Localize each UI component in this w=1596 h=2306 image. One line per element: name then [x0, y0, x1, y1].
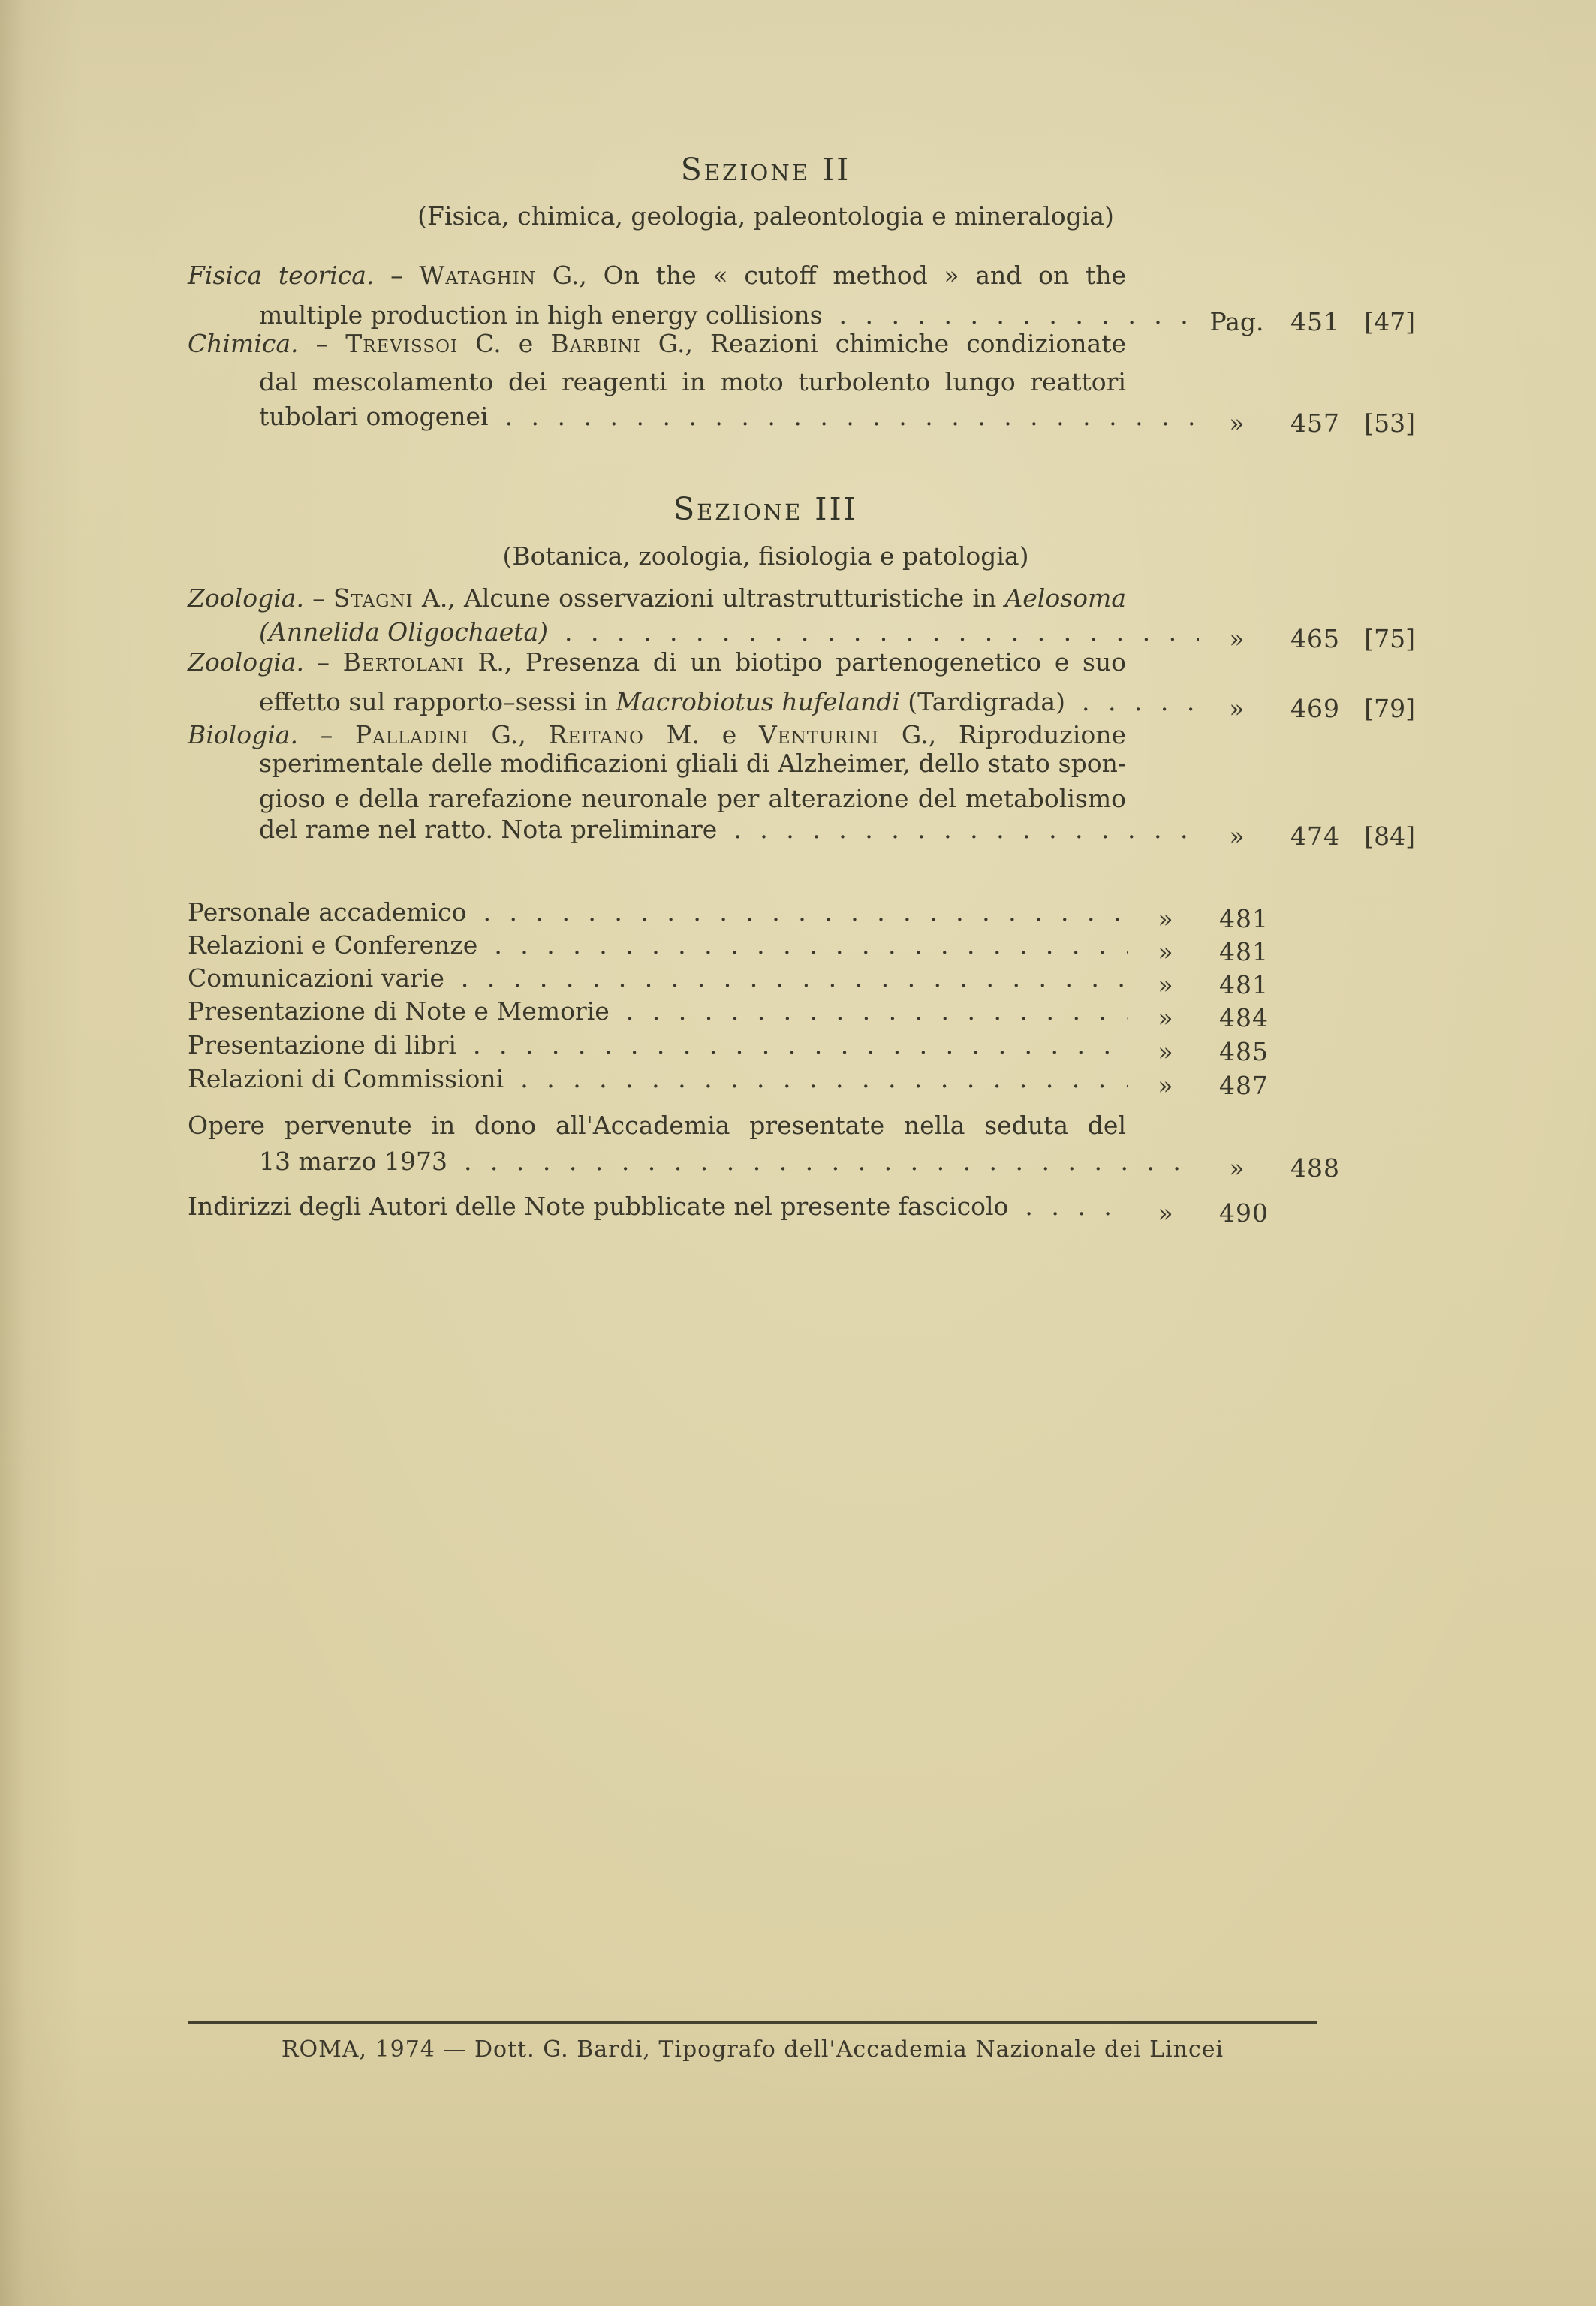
toc-line — [188, 399, 1415, 438]
ref-page: 481 — [1219, 937, 1269, 966]
text-segment: R., Presenza di un biotipo partenogenetico e suo — [464, 647, 1126, 677]
text-segment: Zoologia. — [188, 647, 304, 677]
dot-leader — [520, 1062, 1128, 1096]
text-segment: – — [374, 261, 420, 290]
toc-line-text — [259, 1144, 447, 1179]
text-segment: Wataghin — [419, 261, 537, 290]
section-subtitle-2: (Fisica, chimica, geologia, paleontologia e mineralogia) — [417, 201, 1114, 231]
text-segment: Indirizzi degli Autori delle Note pubblicate nel presente fascicolo — [188, 1192, 1009, 1221]
text-segment: Zoologia. — [188, 583, 304, 613]
table-of-contents — [188, 0, 1415, 2306]
list-item-label: Relazioni e Conferenze — [188, 930, 478, 960]
text-segment: tubolari omogenei — [259, 402, 489, 431]
ref-prefix: » — [1158, 1037, 1173, 1066]
text-segment: Aelosoma — [1004, 583, 1126, 613]
toc-line — [188, 1108, 1126, 1143]
section-subtitle-3: (Botanica, zoologia, fisiologia e patologia) — [502, 541, 1029, 571]
ref-prefix: » — [1158, 1071, 1173, 1100]
toc-line — [188, 685, 1415, 723]
text-segment: – — [303, 583, 333, 613]
text-segment: G., Riproduzione — [879, 720, 1127, 749]
ref-page: 490 — [1219, 1198, 1269, 1228]
text-segment: multiple production in high energy collisions — [259, 300, 823, 330]
ref-page: 451 — [1290, 307, 1340, 336]
ref-bracket: [79] — [1364, 694, 1415, 723]
ref-prefix: Pag. — [1209, 307, 1264, 336]
toc-line — [188, 746, 1126, 781]
text-segment: Venturini — [759, 720, 880, 749]
dot-leader — [483, 895, 1128, 930]
ref-bracket: [75] — [1364, 624, 1415, 653]
toc-line-text — [188, 1189, 1008, 1224]
text-segment: Barbini — [550, 329, 641, 358]
ref-page: 481 — [1219, 970, 1269, 999]
ref-page: 487 — [1219, 1071, 1269, 1100]
page-ref — [1134, 1196, 1344, 1231]
text-segment: G., — [468, 720, 549, 749]
ref-page: 488 — [1290, 1153, 1340, 1183]
text-segment: M. e — [643, 720, 760, 749]
text-segment: gioso e della rarefazione neuronale per alterazione del metabolismo — [259, 784, 1126, 813]
page-ref — [1205, 622, 1415, 656]
text-segment: Macrobiotus hufelandi — [616, 687, 900, 716]
page-ref — [1205, 819, 1415, 854]
dot-leader — [1025, 1189, 1128, 1224]
page-ref — [1205, 1151, 1415, 1186]
page-ref — [1205, 305, 1415, 339]
list-item — [188, 928, 1344, 966]
ref-prefix: » — [1158, 970, 1173, 999]
ref-bracket: [53] — [1364, 408, 1415, 438]
dot-leader — [464, 1144, 1199, 1179]
list-item-label: Comunicazioni varie — [188, 963, 444, 993]
dot-leader — [505, 399, 1199, 434]
page-ref — [1205, 692, 1415, 726]
text-segment: Fisica teorica. — [188, 261, 375, 290]
text-segment: – — [298, 329, 346, 358]
dot-leader — [494, 928, 1128, 963]
page-ref — [1205, 406, 1415, 441]
text-segment: effetto sul rapporto–sessi in — [259, 687, 616, 716]
toc-line — [188, 782, 1126, 816]
text-segment: del rame nel ratto. Nota preliminare — [259, 815, 718, 844]
text-segment: – — [303, 647, 343, 677]
ref-prefix: » — [1158, 1003, 1173, 1032]
dot-leader — [1082, 685, 1199, 719]
ref-prefix: » — [1229, 624, 1245, 653]
text-segment: Palladini — [355, 720, 469, 749]
toc-line — [188, 1144, 1415, 1183]
text-segment: G., Reazioni chimiche condizionate — [640, 329, 1127, 358]
text-segment: 13 marzo 1973 — [259, 1147, 447, 1176]
toc-line — [188, 365, 1126, 399]
section-heading-2: Sezione II — [680, 152, 851, 188]
text-segment: Trevissoi — [345, 329, 459, 358]
footer-rule — [188, 2021, 1317, 2024]
ref-bracket: [47] — [1364, 307, 1415, 336]
toc-line-text — [259, 685, 1065, 719]
list-item — [188, 1062, 1344, 1100]
dot-leader — [473, 1028, 1128, 1063]
list-item-label: Presentazione di libri — [188, 1030, 456, 1060]
list-item-label: Relazioni di Commissioni — [188, 1064, 504, 1093]
toc-line — [188, 327, 1126, 361]
text-segment: sperimentale delle modificazioni gliali di Alzheimer, dello stato spon- — [259, 749, 1126, 778]
ref-prefix: » — [1229, 821, 1245, 851]
text-segment: (Tardigrada) — [899, 687, 1065, 716]
page-ref — [1134, 1069, 1344, 1103]
list-item — [188, 1028, 1344, 1066]
ref-page: 481 — [1219, 904, 1269, 933]
imprint: ROMA, 1974 — Dott. G. Bardi, Tipografo dell'Accademia Nazionale dei Lincei — [281, 2036, 1224, 2063]
text-segment: Reitano — [548, 720, 644, 749]
ref-bracket: [84] — [1364, 821, 1415, 851]
list-item-label: Personale accademico — [188, 897, 467, 927]
text-segment: A., Alcune osservazioni ultrastrutturistiche in — [413, 583, 1005, 613]
text-segment: dal mescolamento dei reagenti in moto turbolento lungo reattori — [259, 367, 1126, 396]
dot-leader — [733, 812, 1199, 847]
ref-prefix: » — [1158, 937, 1173, 966]
list-item — [188, 961, 1344, 999]
text-segment: C. e — [458, 329, 551, 358]
ref-page: 474 — [1290, 821, 1340, 851]
list-item — [188, 994, 1344, 1032]
ref-page: 465 — [1290, 624, 1340, 653]
toc-line — [188, 581, 1126, 616]
text-segment: Bertolani — [342, 647, 465, 677]
text-segment: G., On the « cutoff method » and on the — [536, 261, 1126, 290]
toc-line — [188, 1189, 1344, 1228]
text-segment: – — [297, 720, 356, 749]
ref-page: 469 — [1290, 694, 1340, 723]
ref-prefix: » — [1229, 408, 1245, 438]
toc-line — [188, 645, 1126, 680]
ref-prefix: » — [1229, 1153, 1245, 1183]
toc-line-text — [259, 812, 717, 847]
dot-leader — [626, 994, 1128, 1029]
text-segment: Stagni — [333, 583, 414, 613]
toc-line — [188, 258, 1126, 293]
list-item-label: Presentazione di Note e Memorie — [188, 996, 610, 1026]
ref-prefix: » — [1229, 694, 1245, 723]
text-segment: (Annelida Oligochaeta) — [259, 617, 549, 647]
ref-page: 484 — [1219, 1003, 1269, 1032]
dot-leader — [461, 961, 1128, 996]
ref-prefix: » — [1158, 904, 1173, 933]
toc-line-text — [259, 399, 489, 434]
text-segment: Chimica. — [188, 329, 299, 358]
ref-page: 457 — [1290, 408, 1340, 438]
toc-line — [188, 812, 1415, 851]
ref-page: 485 — [1219, 1037, 1269, 1066]
list-item — [188, 895, 1344, 933]
text-segment: Biologia. — [188, 720, 298, 749]
ref-prefix: » — [1158, 1198, 1173, 1228]
text-segment: Opere pervenute in dono all'Accademia presentate nella seduta del — [188, 1111, 1126, 1140]
section-heading-3: Sezione III — [673, 491, 858, 527]
